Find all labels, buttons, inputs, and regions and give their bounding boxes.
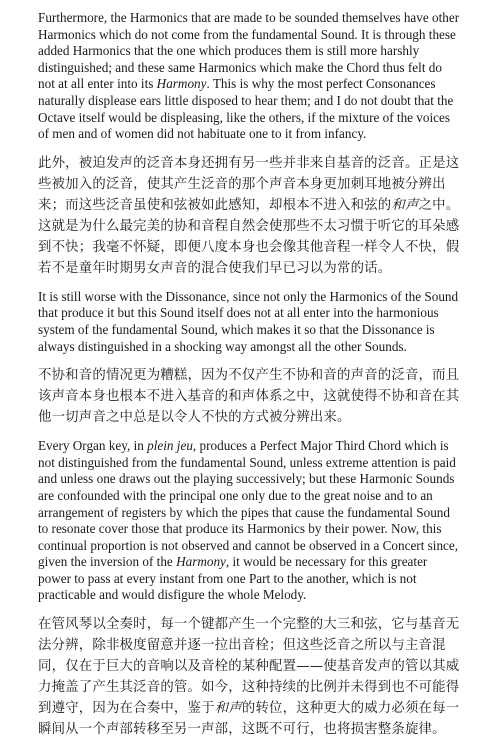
italic-term: Harmony <box>156 76 207 92</box>
text-run: 在管风琴以全奏时，每一个键都产生一个完整的大三和弦，它与基音无法分辨，除非极度留意并逐一拉出音栓；但这些泛音之所以与主音混同，仅在于巨大的音响以及音栓的某种配置——使基音发声的管以其威力掩盖了产生其泛音的管。如今，这种持续的比例并未得到也不可能得到遵守，因为在合奏中，鉴于 <box>38 617 460 717</box>
text-run: 不协和音的情况更为糟糕，因为不仅产生不协和音的声音的泛音，而且该声音本身也根本不进入基音的和声体系之中，这就使得不协和音在其他一切声音之中总是以令人不快的方式被分辨出来。 <box>38 368 460 426</box>
italic-term: Harmony <box>176 554 226 570</box>
italic-term: plein jeu <box>147 438 193 454</box>
text-run: It is still worse with the Dissonance, since not only the Harmonics of the Sound that produce it but this Sound itself does not at all enter into the harmonious system of the fundamental Sound, which makes it so that the Dissonance is always distinguished in a shocking way amongst all the other Sounds. <box>38 288 459 354</box>
text-run: 的转位，这种更大的威力必须在每一瞬间从一个声部转移至另一声部，这既不可行，也将损害整条旋律。 <box>38 701 460 738</box>
italic-term: 和声 <box>391 197 419 213</box>
text-run: Furthermore, the Harmonics that are made to be sounded themselves have other Harmonics which do not come from the fundamental Sound. It is through these added Harmonics that the one which produces them is still more harshly distinguished; and these same Harmonics which make the Chord thus felt do not at all enter into its <box>38 10 460 92</box>
text-run: 此外，被迫发声的泛音本身还拥有另一些并非来自基音的泛音。正是这些被加入的泛音，使其产生泛音的那个声音本身更加刺耳地被分辨出来；而这些泛音虽使和弦被如此感知，却根本不进入和弦的 <box>38 155 460 213</box>
paragraph-zh-organ <box>38 614 462 740</box>
paragraph-zh-harmonics <box>38 153 462 279</box>
text-run: 之中。这就是为什么最完美的协和音程自然会使那些不太习惯于听它的耳朵感到不快；我毫不怀疑，即便八度本身也会像其他音程一样令人不快，假若不是童年时期男女声音的混合使我们早已习以为常的话。 <box>38 197 460 276</box>
text-run: Every Organ key, in <box>38 438 148 454</box>
text-run: . This is why the most perfect Consonances naturally displease ears little disposed to hear them; and I do not doubt that the Octave itself would be displeasing, like the others, if the mixture of the voices of men and of women did not habituate one to it from infancy. <box>38 76 454 142</box>
paragraph-en-organ <box>38 438 462 604</box>
paragraph-zh-dissonance <box>38 365 462 428</box>
paragraph-en-dissonance <box>38 289 462 355</box>
text-run: , it would be necessary for this greater power to pass at every instant from one Part to the another, which is not practicable and would disfigure the whole Melody. <box>38 554 428 603</box>
paragraph-en-harmonics <box>38 10 462 143</box>
text-run: , produces a Perfect Major Third Chord which is not distinguished from the fundamental Sound, unless extreme attention is paid and unless one draws out the playing successively; but these Harmonic Sounds are confounded with the principal one only due to the great noise and to an arrangement of registers by which the pipes that cause the fundamental Sound to resonate cover those that produce its Harmonics by their power. Now, this continual proportion is not observed and cannot be observed in a Concert since, given the inversion of the <box>38 438 459 570</box>
italic-term: 和声 <box>214 701 242 717</box>
